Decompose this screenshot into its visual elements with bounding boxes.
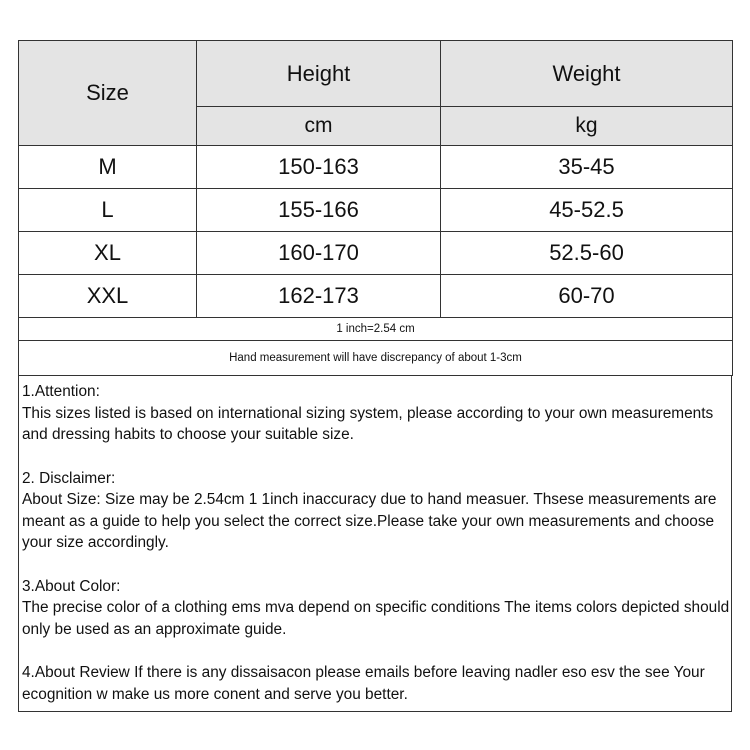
height-cell: 160-170: [197, 232, 441, 275]
height-unit: cm: [197, 107, 441, 146]
height-cell: 155-166: [197, 189, 441, 232]
color-block: [22, 576, 731, 641]
size-cell: M: [19, 146, 197, 189]
table-row: [19, 146, 733, 189]
size-cell: L: [19, 189, 197, 232]
attention-text: This sizes listed is based on international sizing system, please according to your own measurements and dressing habits to choose your suitable size.: [22, 404, 714, 443]
table-row: [19, 189, 733, 232]
color-title: 3.About Color:: [22, 577, 121, 595]
size-header: Size: [19, 41, 197, 146]
size-cell: XL: [19, 232, 197, 275]
attention-block: [22, 381, 731, 446]
disclaimer-text: About Size: Size may be 2.54cm 1 1inch inaccuracy due to hand measuer. Thsese measurements are meant as a guide to help you select the correct size.Please take your own measurements and choose your size accordingly.: [22, 491, 717, 551]
size-chart: [18, 40, 732, 712]
weight-header: Weight: [441, 41, 733, 107]
size-table: [18, 40, 733, 376]
review-block: [22, 662, 731, 705]
size-cell: XXL: [19, 275, 197, 318]
inch-conversion-note: 1 inch=2.54 cm: [19, 318, 733, 341]
height-cell: 150-163: [197, 146, 441, 189]
notes-section: [18, 376, 732, 712]
weight-cell: 60-70: [441, 275, 733, 318]
height-header: Height: [197, 41, 441, 107]
table-row: [19, 275, 733, 318]
color-text: The precise color of a clothing ems mva depend on specific conditions The items colors depicted should only be used as an approximate guide.: [22, 599, 730, 638]
weight-cell: 35-45: [441, 146, 733, 189]
weight-unit: kg: [441, 107, 733, 146]
weight-cell: 45-52.5: [441, 189, 733, 232]
attention-title: 1.Attention:: [22, 383, 100, 400]
table-row: [19, 232, 733, 275]
weight-cell: 52.5-60: [441, 232, 733, 275]
disclaimer-title: 2. Disclaimer:: [22, 469, 116, 487]
height-cell: 162-173: [197, 275, 441, 318]
discrepancy-note: Hand measurement will have discrepancy of about 1-3cm: [19, 341, 733, 376]
review-text: 4.About Review If there is any dissaisacon please emails before leaving nadler eso esv the see Your ecognition w make us more conent and serve you better.: [22, 664, 705, 703]
disclaimer-block: [22, 468, 731, 554]
